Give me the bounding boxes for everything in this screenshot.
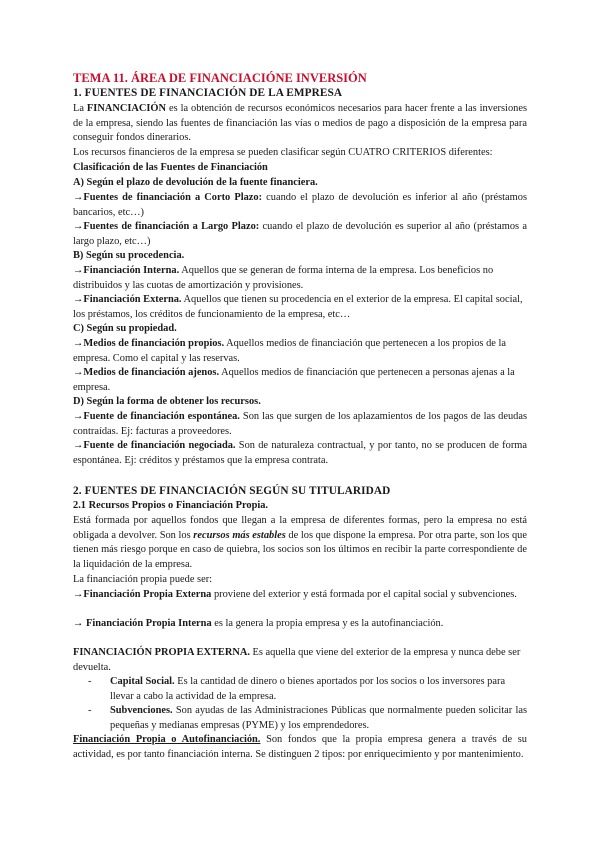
- item-fuente-espontanea: →Fuente de financiación espontánea. Son las que surgen de los aplazamientos de los pagos de las deudas contraídas. Ej: facturas a proveedores.: [73, 411, 527, 437]
- item-corto-plazo: →Fuentes de financiación a Corto Plazo: cuando el plazo de devolución es inferior al año (préstamos bancarios, etc…): [73, 192, 527, 218]
- item-propia-interna: → Financiación Propia Interna es la genera la propia empresa y es la autofinanciación.: [73, 618, 444, 629]
- paragraph-criteria: Los recursos financieros de la empresa se pueden clasificar según CUATRO CRITERIOS diferentes:: [73, 147, 493, 158]
- term-recursos-estables: recursos más estables: [193, 529, 286, 541]
- criterion-a-heading: A) Según el plazo de devolución de la fuente financiera.: [73, 177, 318, 188]
- paragraph-financiacion-propia-tipos: La financiación propia puede ser:: [73, 574, 213, 585]
- item-medios-ajenos: →Medios de financiación ajenos. Aquellos medios de financiación que pertenecen a personas ajenas a la empresa.: [73, 367, 515, 393]
- section-2-heading: 2. FUENTES DE FINANCIACIÓN SEGÚN SU TITULARIDAD: [73, 485, 391, 497]
- bullet-dash: -: [88, 676, 92, 687]
- item-largo-plazo: →Fuentes de financiación a Largo Plazo: cuando el plazo de devolución es superior al año (préstamos a largo plazo, etc…): [73, 221, 527, 247]
- classification-heading: Clasificación de las Fuentes de Financiación: [73, 162, 268, 173]
- item-fuente-negociada: →Fuente de financiación negociada. Son de naturaleza contractual, y por tanto, no se producen de forma espontánea. Ej: créditos y préstamos que la empresa contrata.: [73, 440, 527, 466]
- criterion-c-heading: C) Según su propiedad.: [73, 323, 177, 334]
- term-financiacion: FINANCIACIÓN: [86, 103, 167, 114]
- item-subvenciones: Subvenciones. Son ayudas de las Administraciones Públicas que normalmente pueden solicitar las pequeñas y medianas empresas (PYME) y los emprendedores.: [110, 705, 527, 731]
- paragraph-autofinanciacion: Financiación Propia o Autofinanciación. Son fondos que la propia empresa genera a través de su actividad, es por tanto financiación interna. Se distinguen 2 tipos: por enriquecimiento y por mantenimiento.: [73, 734, 527, 760]
- item-financiacion-externa: →Financiación Externa. Aquellos que tienen su procedencia en el exterior de la empresa. El capital social, los préstamos, los créditos de funcionamiento de la empresa, etc…: [73, 294, 523, 320]
- section-2-1-heading: 2.1 Recursos Propios o Financiación Propia.: [73, 500, 269, 511]
- criterion-b-heading: B) Según su procedencia.: [73, 250, 185, 261]
- item-capital-social: Capital Social. Es la cantidad de dinero o bienes aportados por los socios o los inversores para llevar a cabo la actividad de la empresa.: [110, 676, 506, 702]
- section-1-heading: 1. FUENTES DE FINANCIACIÓN DE LA EMPRESA: [73, 87, 343, 99]
- item-medios-propios: →Medios de financiación propios. Aquellos medios de financiación que pertenecen a los propios de la empresa. Como el capital y las reservas.: [73, 338, 506, 364]
- criterion-d-heading: D) Según la forma de obtener los recursos.: [73, 396, 261, 407]
- paragraph-recursos-propios: Está formada por aquellos fondos que llegan a la empresa de diferentes formas, pero la empresa no está obligada a devolver. Son los recursos más estables de los que dispone la empresa. Por otra parte, son los que tienen más riesgo porque en caso de quiebra, los socios son los últimos en recibir la parte correspondiente de la liquidación de la empresa.: [73, 515, 527, 570]
- paragraph-propia-externa-def: FINANCIACIÓN PROPIA EXTERNA. Es aquella que viene del exterior de la empresa y nunca debe ser devuelta.: [73, 647, 521, 673]
- item-financiacion-interna: →Financiación Interna. Aquellos que se generan de forma interna de la empresa. Los beneficios no distribuidos y las cuotas de amortización y provisiones.: [73, 265, 494, 291]
- bullet-dash: -: [88, 705, 92, 716]
- document-title: TEMA 11. ÁREA DE FINANCIACIÓNE INVERSIÓN: [73, 71, 367, 85]
- paragraph-financiacion-definition: La FINANCIACIÓN es la obtención de recursos económicos necesarios para hacer frente a las inversiones de la empresa, siendo las fuentes de financiación las vías o medios de pago a disposición de la empresa para conseguir fondos dinerarios.: [73, 103, 527, 144]
- item-propia-externa: →Financiación Propia Externa proviene del exterior y está formada por el capital social y subvenciones.: [73, 589, 517, 600]
